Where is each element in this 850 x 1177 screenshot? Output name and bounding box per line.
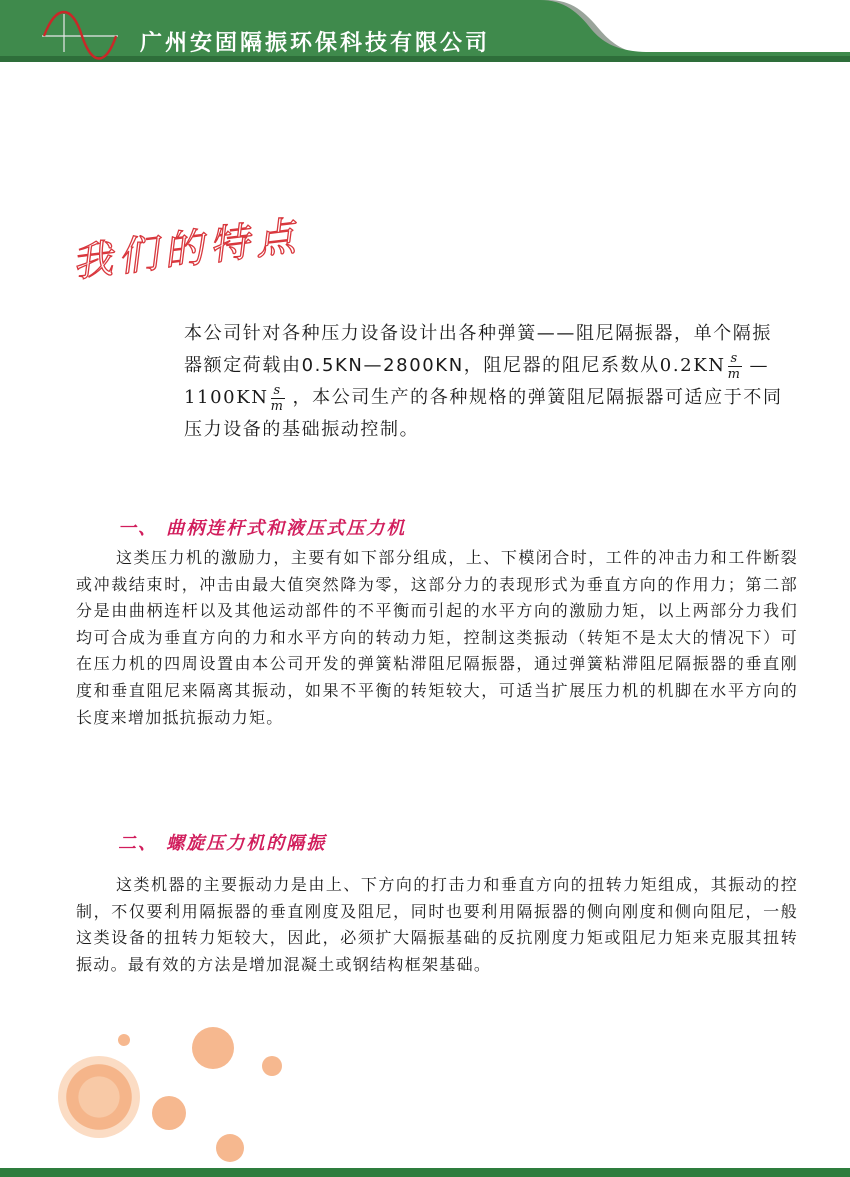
intro-paragraph: [140, 318, 790, 446]
feature-title: 我们的特点: [69, 213, 304, 287]
decor-circle: [262, 1056, 282, 1076]
intro-text-part2: ，本公司生产的各种规格的弹簧阻尼隔振器可适应于不同压力设备的基础振动控制。: [184, 387, 783, 440]
fraction-numerator-2: s: [271, 383, 285, 399]
damping-min-value: 0.2KN: [659, 355, 726, 376]
unit-fraction-2: [271, 383, 285, 414]
section-body-screw-press: 这类机器的主要振动力是由上、下方向的打击力和垂直方向的扭转力矩组成，其振动的控制，不仅要利用隔振器的垂直刚度及阻尼，同时也要利用隔振器的侧向刚度和侧向阻尼，一般这类设备的扭转力矩较大，因此，必须扩大隔振基础的反抗刚度力矩或阻尼力矩来克服其扭转振动。最有效的方法是增加混凝土或钢结构框架基础。: [76, 875, 798, 974]
decor-circle: [216, 1134, 244, 1162]
decor-circle: [118, 1034, 130, 1046]
fraction-denominator-2: m: [270, 398, 285, 414]
footer-bar: [0, 1168, 850, 1177]
decor-circle: [152, 1096, 186, 1130]
unit-fraction: [728, 351, 742, 382]
intro-text-part1: 本公司针对各种压力设备设计出各种弹簧——阻尼隔振器，单个隔振器额定荷载由0.5KN—2800KN，阻尼器的阻尼系数从: [184, 323, 772, 376]
page-header: [0, 0, 850, 62]
section-title-screw-press: 二、 螺旋压力机的隔振: [118, 833, 327, 854]
fraction-numerator: s: [728, 351, 742, 367]
section-title-crank-press: 一、 曲柄连杆式和液压式压力机: [118, 518, 407, 539]
company-name: 广州安固隔振环保科技有限公司: [140, 31, 491, 56]
section-body-crank-press: 这类压力机的激励力，主要有如下部分组成，上、下模闭合时，工件的冲击力和工件断裂或冲裁结束时，冲击由最大值突然降为零，这部分力的表现形式为垂直方向的作用力；第二部分是由曲柄连杆以及其他运动部件的不平衡而引起的水平方向的激励力矩，以上两部分力我们均可合成为垂直方向的力和水平方向的转动力矩，控制这类振动（转矩不是太大的情况下）可在压力机的四周设置由本公司开发的弹簧粘滞阻尼隔振器，通过弹簧粘滞阻尼隔振器的垂直刚度和垂直阻尼来隔离其振动，如果不平衡的转矩较大，可适当扩展压力机的机脚在水平方向的长度来增加抵抗振动力矩。: [76, 548, 798, 727]
decor-circle-large: [58, 1056, 140, 1138]
decor-circle: [192, 1027, 234, 1069]
damping-max-value: —1100KN: [184, 355, 770, 408]
fraction-denominator: m: [727, 366, 742, 382]
